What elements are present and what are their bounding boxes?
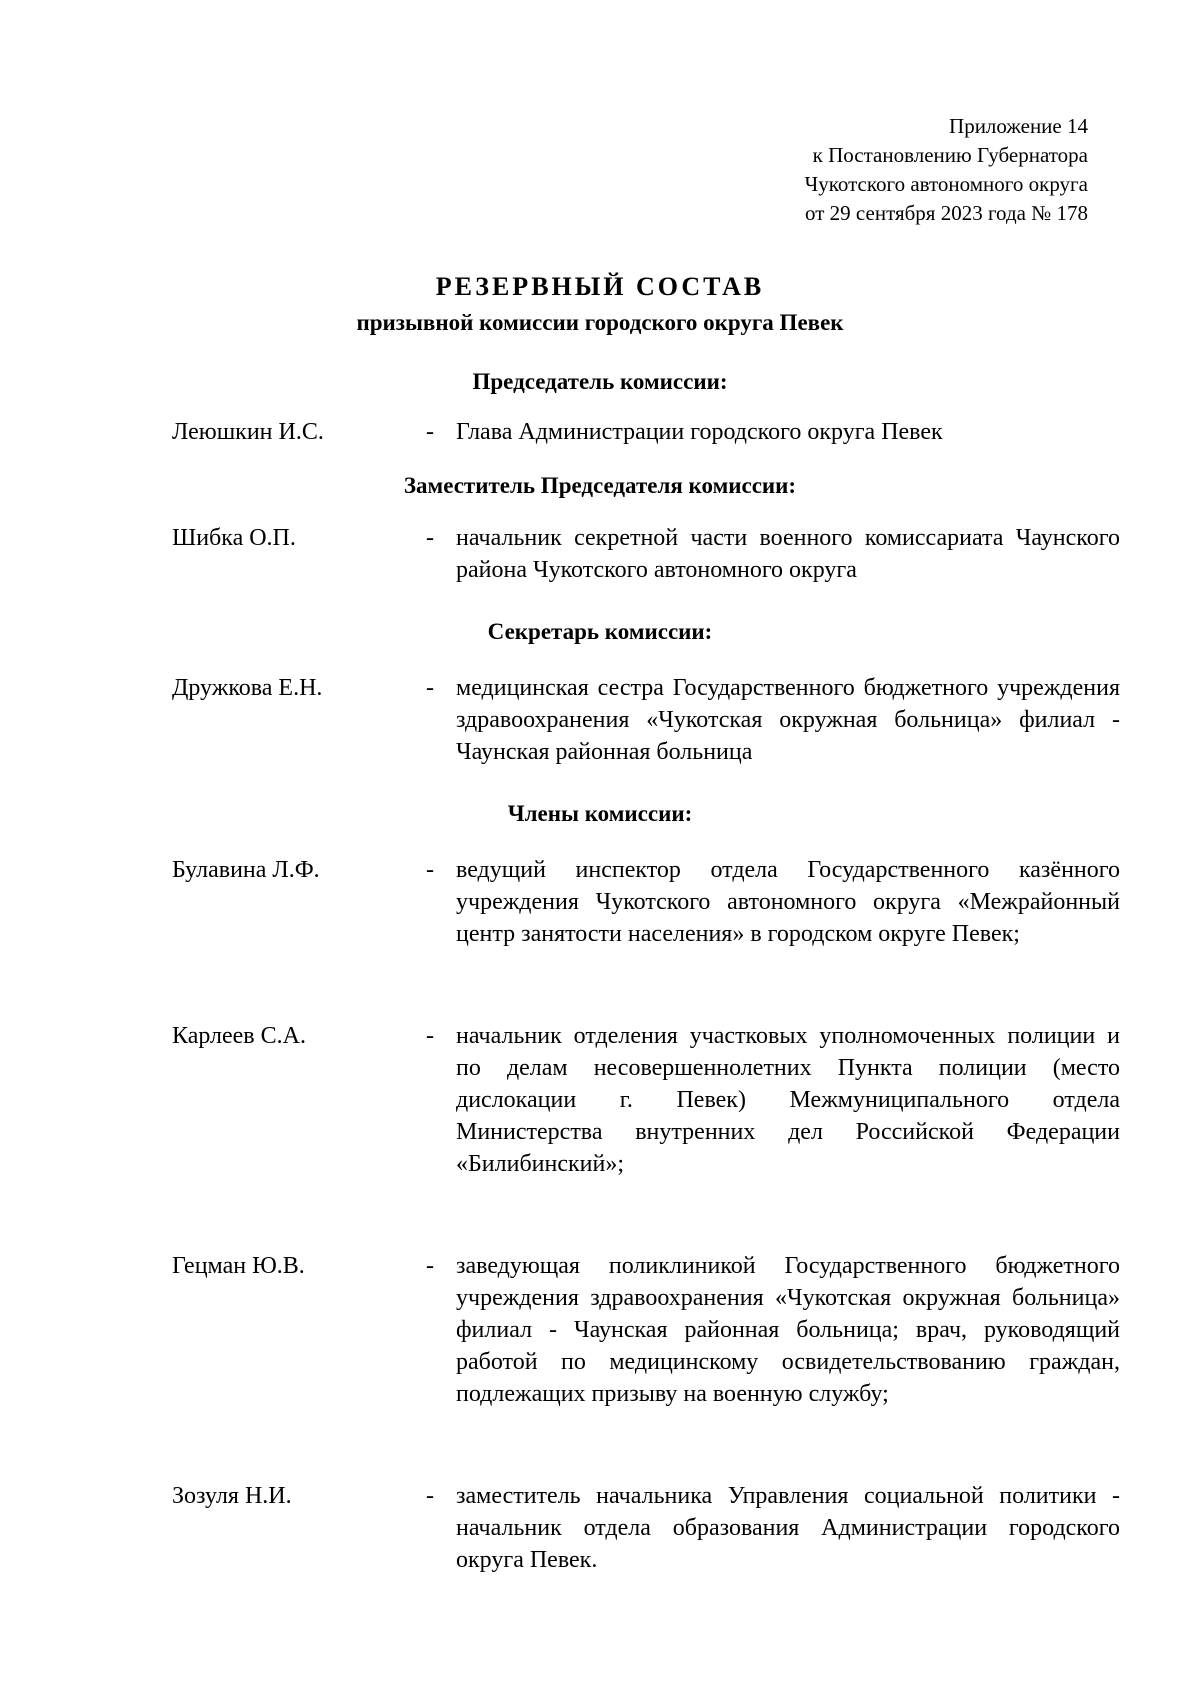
section-members: Члены комиссии: xyxy=(507,801,693,826)
entry-name: Карлеев С.А. xyxy=(172,1023,306,1049)
entry-name: Леюшкин И.С. xyxy=(172,419,324,445)
entry-description: начальник отделения участковых уполномоченных полиции и по делам несовершеннолетних Пункта полиции (место дислокации г. Певек) Межмуниципального отдела Министерства внутренних дел Российской Федерации «Билибинский»; xyxy=(456,1023,1120,1177)
section-chair: Председатель комиссии: xyxy=(472,369,728,394)
document-subtitle: призывной комиссии городского округа Певек xyxy=(356,310,844,335)
appendix-decree-ref: к Постановлению Губернатора xyxy=(812,143,1088,167)
entry-name: Дружкова Е.Н. xyxy=(172,675,323,701)
appendix-region: Чукотского автономного округа xyxy=(804,172,1088,196)
entry-dash: - xyxy=(426,525,434,551)
entry-dash: - xyxy=(426,1253,434,1279)
appendix-number: Приложение 14 xyxy=(949,114,1088,138)
section-secretary: Секретарь комиссии: xyxy=(487,619,713,644)
appendix-date: от 29 сентября 2023 года № 178 xyxy=(805,201,1088,225)
entry-dash: - xyxy=(426,419,434,445)
entry-name: Шибка О.П. xyxy=(172,525,296,551)
entry-name: Зозуля Н.И. xyxy=(172,1483,292,1509)
entry-dash: - xyxy=(426,857,434,883)
document-title: РЕЗЕРВНЫЙ СОСТАВ xyxy=(435,272,765,301)
entry-description: заведующая поликлиникой Государственного бюджетного учреждения здравоохранения «Чукотская окружная больница» филиал - Чаунская районная больница; врач, руководящий работой по медицинскому освидетельствованию граждан, подлежащих призыву на военную службу; xyxy=(456,1253,1120,1407)
entry-description: Глава Администрации городского округа Певек xyxy=(456,419,943,445)
entry-description: начальник секретной части военного комиссариата Чаунского района Чукотского автономного округа xyxy=(456,525,1120,583)
entry-description: заместитель начальника Управления социальной политики - начальник отдела образования Администрации городского округа Певек. xyxy=(456,1483,1120,1573)
appendix-block xyxy=(700,112,1088,228)
entry-description: медицинская сестра Государственного бюджетного учреждения здравоохранения «Чукотская окружная больница» филиал - Чаунская районная больница xyxy=(456,675,1120,765)
entry-description: ведущий инспектор отдела Государственного казённого учреждения Чукотского автономного округа «Межрайонный центр занятости населения» в городском округе Певек; xyxy=(456,857,1120,947)
entry-dash: - xyxy=(426,675,434,701)
section-deputy: Заместитель Председателя комиссии: xyxy=(403,473,797,498)
entry-dash: - xyxy=(426,1483,434,1509)
entry-dash: - xyxy=(426,1023,434,1049)
entry-name: Булавина Л.Ф. xyxy=(172,857,320,883)
entry-name: Гецман Ю.В. xyxy=(172,1253,305,1279)
